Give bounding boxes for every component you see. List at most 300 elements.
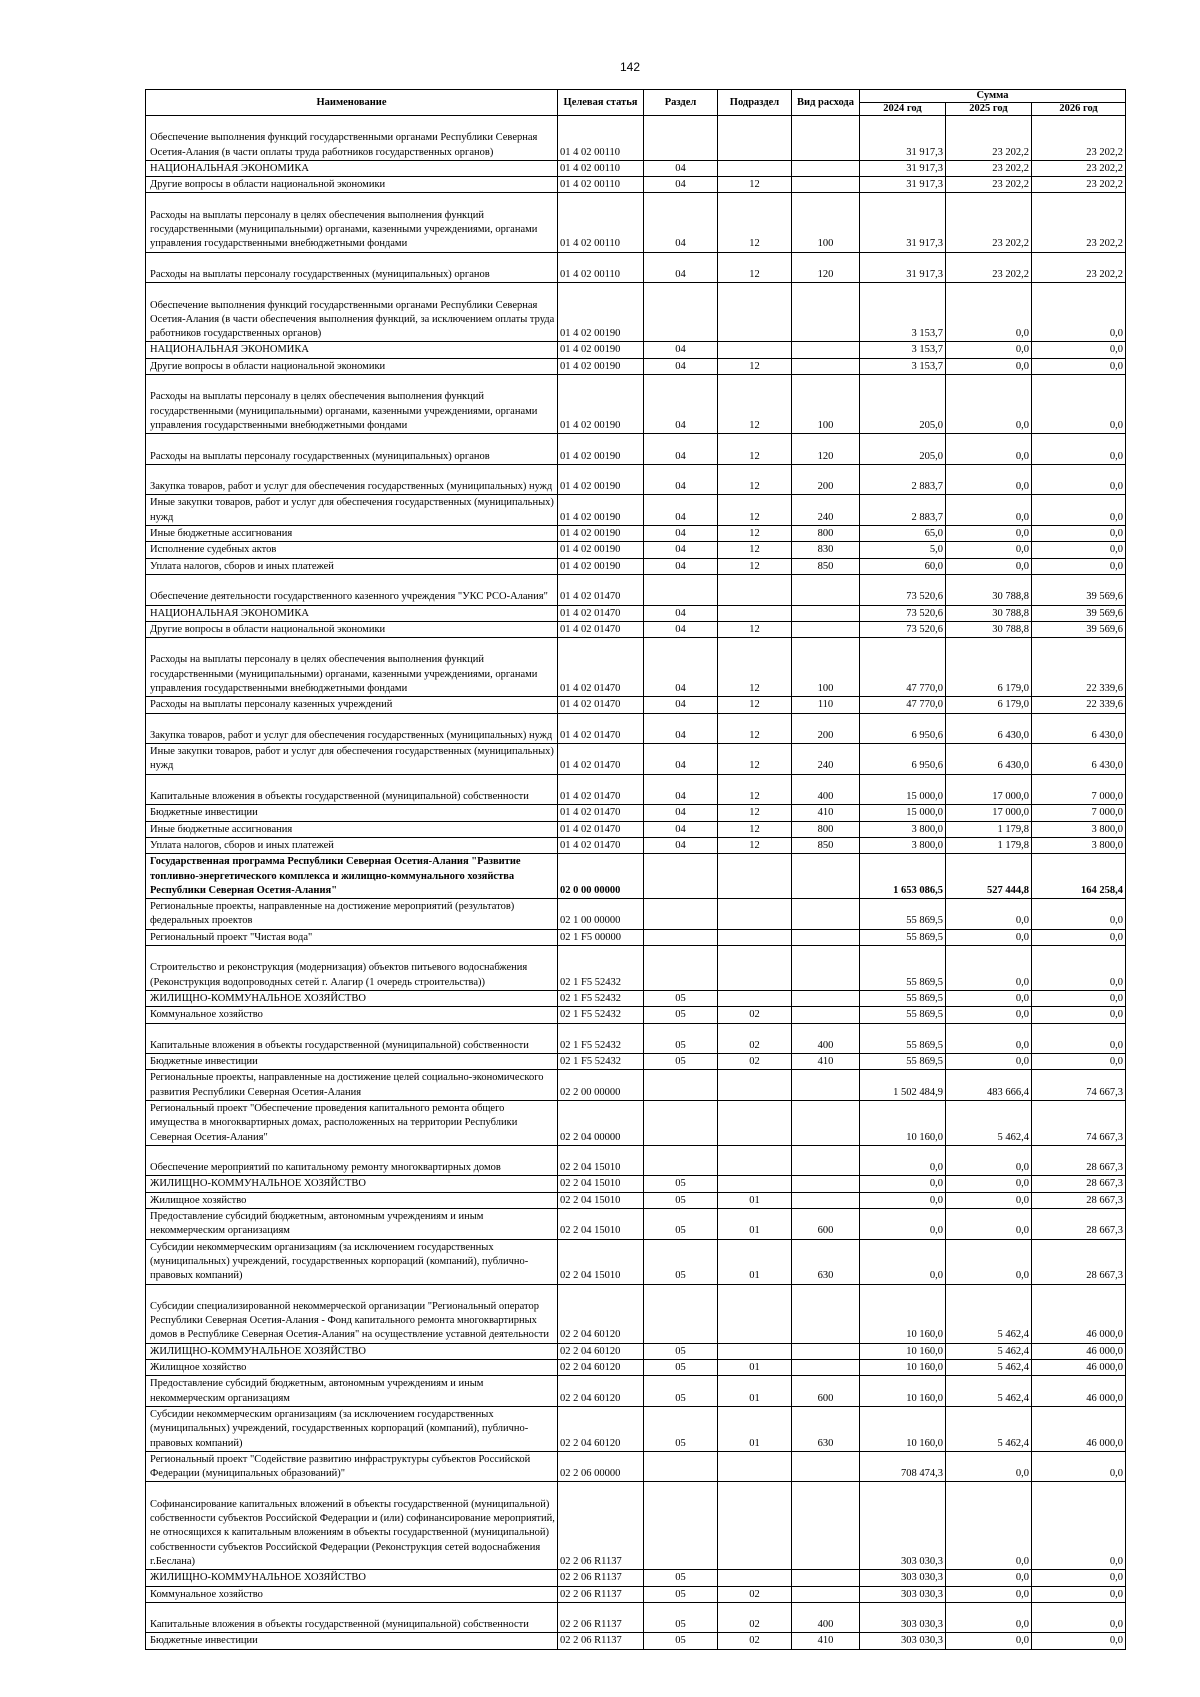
row-name: Расходы на выплаты персоналу в целях обеспечения выполнения функций государственными (муниципальными) органами, казенными учреждениями, органами управления государственными внебюджетными фондами bbox=[146, 193, 558, 252]
row-sum-2024: 6 950,6 bbox=[860, 744, 946, 775]
row-section: 04 bbox=[644, 434, 718, 465]
table-row bbox=[146, 1054, 1126, 1070]
row-sum-2026: 0,0 bbox=[1032, 1570, 1126, 1586]
row-target-code: 01 4 02 01470 bbox=[558, 713, 644, 744]
row-subsection bbox=[718, 1451, 792, 1482]
row-target-code: 01 4 02 01470 bbox=[558, 837, 644, 853]
row-section: 04 bbox=[644, 342, 718, 358]
row-name: Закупка товаров, работ и услуг для обеспечения государственных (муниципальных) нужд bbox=[146, 713, 558, 744]
row-name: Иные закупки товаров, работ и услуг для обеспечения государственных (муниципальных) нужд bbox=[146, 744, 558, 775]
row-sum-2024: 31 917,3 bbox=[860, 177, 946, 193]
row-target-code: 01 4 02 00190 bbox=[558, 434, 644, 465]
row-name: Субсидии некоммерческим организациям (за исключением государственных (муниципальных) учреждений, государственных корпораций (компаний), публично-правовых компаний) bbox=[146, 1406, 558, 1451]
row-section bbox=[644, 1482, 718, 1570]
budget-table bbox=[145, 89, 1126, 1650]
row-subsection bbox=[718, 342, 792, 358]
table-row bbox=[146, 713, 1126, 744]
row-subsection bbox=[718, 116, 792, 161]
row-sum-2024: 15 000,0 bbox=[860, 774, 946, 805]
row-name: Региональный проект "Чистая вода" bbox=[146, 929, 558, 945]
row-expense-type: 100 bbox=[792, 638, 860, 697]
row-target-code: 01 4 02 01470 bbox=[558, 605, 644, 621]
table-row bbox=[146, 495, 1126, 526]
row-sum-2026: 7 000,0 bbox=[1032, 805, 1126, 821]
row-target-code: 02 1 F5 52432 bbox=[558, 1007, 644, 1023]
row-sum-2024: 10 160,0 bbox=[860, 1284, 946, 1343]
row-sum-2024: 2 883,7 bbox=[860, 464, 946, 495]
row-sum-2024: 31 917,3 bbox=[860, 160, 946, 176]
row-subsection: 02 bbox=[718, 1633, 792, 1649]
row-target-code: 02 2 06 R1137 bbox=[558, 1602, 644, 1633]
row-section bbox=[644, 574, 718, 605]
row-sum-2026: 0,0 bbox=[1032, 342, 1126, 358]
row-expense-type bbox=[792, 1586, 860, 1602]
row-sum-2025: 0,0 bbox=[946, 558, 1032, 574]
row-expense-type: 100 bbox=[792, 375, 860, 434]
row-name: Предоставление субсидий бюджетным, автономным учреждениям и иным некоммерческим организациям bbox=[146, 1209, 558, 1240]
row-target-code: 01 4 02 00190 bbox=[558, 375, 644, 434]
row-section bbox=[644, 283, 718, 342]
row-target-code: 01 4 02 01470 bbox=[558, 638, 644, 697]
row-name: ЖИЛИЩНО-КОММУНАЛЬНОЕ ХОЗЯЙСТВО bbox=[146, 1570, 558, 1586]
row-sum-2026: 0,0 bbox=[1032, 1602, 1126, 1633]
row-sum-2026: 46 000,0 bbox=[1032, 1360, 1126, 1376]
page-number: 142 bbox=[619, 60, 641, 74]
row-expense-type bbox=[792, 605, 860, 621]
row-sum-2024: 55 869,5 bbox=[860, 1054, 946, 1070]
row-expense-type bbox=[792, 342, 860, 358]
row-section bbox=[644, 1451, 718, 1482]
row-section bbox=[644, 929, 718, 945]
row-section: 04 bbox=[644, 805, 718, 821]
row-expense-type bbox=[792, 574, 860, 605]
row-subsection bbox=[718, 605, 792, 621]
row-section: 05 bbox=[644, 1023, 718, 1054]
row-target-code: 02 2 06 R1137 bbox=[558, 1570, 644, 1586]
row-sum-2025: 0,0 bbox=[946, 1209, 1032, 1240]
row-expense-type: 400 bbox=[792, 774, 860, 805]
table-row bbox=[146, 1633, 1126, 1649]
table-row bbox=[146, 193, 1126, 252]
row-subsection bbox=[718, 929, 792, 945]
row-sum-2026: 0,0 bbox=[1032, 558, 1126, 574]
row-target-code: 01 4 02 00190 bbox=[558, 558, 644, 574]
row-sum-2025: 5 462,4 bbox=[946, 1376, 1032, 1407]
row-section: 05 bbox=[644, 1360, 718, 1376]
row-sum-2024: 47 770,0 bbox=[860, 697, 946, 713]
row-sum-2024: 55 869,5 bbox=[860, 1007, 946, 1023]
row-sum-2026: 22 339,6 bbox=[1032, 638, 1126, 697]
row-target-code: 02 1 F5 52432 bbox=[558, 1054, 644, 1070]
row-sum-2026: 0,0 bbox=[1032, 1633, 1126, 1649]
row-subsection: 12 bbox=[718, 558, 792, 574]
row-expense-type bbox=[792, 1070, 860, 1101]
row-subsection: 12 bbox=[718, 821, 792, 837]
row-name: Предоставление субсидий бюджетным, автономным учреждениям и иным некоммерческим организациям bbox=[146, 1376, 558, 1407]
row-sum-2026: 0,0 bbox=[1032, 1451, 1126, 1482]
row-sum-2026: 0,0 bbox=[1032, 1007, 1126, 1023]
row-section bbox=[644, 946, 718, 991]
table-row bbox=[146, 638, 1126, 697]
table-row bbox=[146, 160, 1126, 176]
row-sum-2024: 303 030,3 bbox=[860, 1633, 946, 1649]
row-name: Расходы на выплаты персоналу государственных (муниципальных) органов bbox=[146, 434, 558, 465]
row-name: Капитальные вложения в объекты государственной (муниципальной) собственности bbox=[146, 1602, 558, 1633]
table-body bbox=[146, 116, 1126, 1650]
header-year-2025: 2025 год bbox=[946, 103, 1032, 116]
row-sum-2025: 0,0 bbox=[946, 929, 1032, 945]
row-sum-2025: 6 430,0 bbox=[946, 744, 1032, 775]
row-section: 05 bbox=[644, 1239, 718, 1284]
row-name: Жилищное хозяйство bbox=[146, 1192, 558, 1208]
row-target-code: 01 4 02 01470 bbox=[558, 774, 644, 805]
row-expense-type bbox=[792, 177, 860, 193]
row-section: 04 bbox=[644, 638, 718, 697]
row-name: Субсидии некоммерческим организациям (за исключением государственных (муниципальных) учреждений, государственных корпораций (компаний), публично-правовых компаний) bbox=[146, 1239, 558, 1284]
row-target-code: 02 1 00 00000 bbox=[558, 899, 644, 930]
table-row bbox=[146, 1586, 1126, 1602]
row-sum-2026: 0,0 bbox=[1032, 1023, 1126, 1054]
row-subsection bbox=[718, 899, 792, 930]
table-row bbox=[146, 697, 1126, 713]
row-expense-type bbox=[792, 358, 860, 374]
table-row bbox=[146, 605, 1126, 621]
row-sum-2025: 0,0 bbox=[946, 495, 1032, 526]
row-name: Обеспечение выполнения функций государственными органами Республики Северная Осетия-Алания (в части обеспечения выполнения функций, за исключением оплаты труда работников государственных органов) bbox=[146, 283, 558, 342]
row-target-code: 02 2 06 00000 bbox=[558, 1451, 644, 1482]
row-sum-2025: 6 430,0 bbox=[946, 713, 1032, 744]
row-sum-2025: 0,0 bbox=[946, 434, 1032, 465]
row-sum-2025: 17 000,0 bbox=[946, 774, 1032, 805]
row-sum-2024: 0,0 bbox=[860, 1209, 946, 1240]
row-section: 05 bbox=[644, 1406, 718, 1451]
row-expense-type: 400 bbox=[792, 1602, 860, 1633]
row-expense-type: 240 bbox=[792, 744, 860, 775]
row-sum-2025: 0,0 bbox=[946, 1239, 1032, 1284]
row-sum-2026: 0,0 bbox=[1032, 899, 1126, 930]
row-expense-type: 800 bbox=[792, 526, 860, 542]
row-subsection: 12 bbox=[718, 252, 792, 283]
table-row bbox=[146, 574, 1126, 605]
row-expense-type bbox=[792, 283, 860, 342]
row-expense-type: 410 bbox=[792, 805, 860, 821]
row-section: 04 bbox=[644, 774, 718, 805]
row-target-code: 01 4 02 00190 bbox=[558, 542, 644, 558]
row-sum-2024: 55 869,5 bbox=[860, 990, 946, 1006]
row-sum-2026: 39 569,6 bbox=[1032, 621, 1126, 637]
row-subsection: 02 bbox=[718, 1602, 792, 1633]
table-row bbox=[146, 899, 1126, 930]
row-expense-type bbox=[792, 1570, 860, 1586]
row-name: Капитальные вложения в объекты государственной (муниципальной) собственности bbox=[146, 1023, 558, 1054]
row-subsection bbox=[718, 1145, 792, 1176]
row-sum-2025: 23 202,2 bbox=[946, 177, 1032, 193]
row-target-code: 01 4 02 00110 bbox=[558, 177, 644, 193]
row-sum-2025: 0,0 bbox=[946, 1602, 1032, 1633]
row-expense-type: 200 bbox=[792, 464, 860, 495]
row-sum-2025: 0,0 bbox=[946, 1633, 1032, 1649]
row-subsection bbox=[718, 1284, 792, 1343]
row-sum-2025: 0,0 bbox=[946, 283, 1032, 342]
row-subsection: 12 bbox=[718, 526, 792, 542]
header-expense-type: Вид расхода bbox=[792, 90, 860, 116]
row-target-code: 01 4 02 01470 bbox=[558, 697, 644, 713]
row-sum-2024: 73 520,6 bbox=[860, 574, 946, 605]
table-row bbox=[146, 542, 1126, 558]
row-target-code: 01 4 02 01470 bbox=[558, 621, 644, 637]
row-expense-type: 200 bbox=[792, 713, 860, 744]
row-sum-2024: 1 502 484,9 bbox=[860, 1070, 946, 1101]
row-expense-type bbox=[792, 1360, 860, 1376]
row-target-code: 01 4 02 00190 bbox=[558, 526, 644, 542]
row-sum-2025: 23 202,2 bbox=[946, 116, 1032, 161]
row-subsection: 01 bbox=[718, 1406, 792, 1451]
row-expense-type bbox=[792, 621, 860, 637]
row-sum-2024: 205,0 bbox=[860, 375, 946, 434]
row-subsection bbox=[718, 854, 792, 899]
row-section: 04 bbox=[644, 605, 718, 621]
row-target-code: 01 4 02 00190 bbox=[558, 358, 644, 374]
row-target-code: 02 2 04 60120 bbox=[558, 1376, 644, 1407]
row-target-code: 02 1 F5 00000 bbox=[558, 929, 644, 945]
row-target-code: 02 2 04 60120 bbox=[558, 1343, 644, 1359]
row-section bbox=[644, 1284, 718, 1343]
row-sum-2025: 0,0 bbox=[946, 1451, 1032, 1482]
row-section: 05 bbox=[644, 1209, 718, 1240]
row-sum-2024: 3 153,7 bbox=[860, 342, 946, 358]
table-row bbox=[146, 1284, 1126, 1343]
row-sum-2025: 0,0 bbox=[946, 899, 1032, 930]
row-sum-2024: 15 000,0 bbox=[860, 805, 946, 821]
row-target-code: 01 4 02 01470 bbox=[558, 574, 644, 605]
row-name: Региональный проект "Обеспечение проведения капитального ремонта общего имущества в многоквартирных домах, расположенных на территории Республики Северная Осетия-Алания" bbox=[146, 1101, 558, 1146]
row-subsection bbox=[718, 1570, 792, 1586]
row-section bbox=[644, 1070, 718, 1101]
row-sum-2025: 0,0 bbox=[946, 1023, 1032, 1054]
table-row bbox=[146, 1192, 1126, 1208]
row-name: Другие вопросы в области национальной экономики bbox=[146, 358, 558, 374]
row-sum-2024: 55 869,5 bbox=[860, 1023, 946, 1054]
row-sum-2024: 10 160,0 bbox=[860, 1376, 946, 1407]
row-section: 04 bbox=[644, 526, 718, 542]
row-sum-2024: 205,0 bbox=[860, 434, 946, 465]
header-year-2024: 2024 год bbox=[860, 103, 946, 116]
row-sum-2026: 28 667,3 bbox=[1032, 1145, 1126, 1176]
row-subsection: 12 bbox=[718, 434, 792, 465]
row-subsection: 01 bbox=[718, 1209, 792, 1240]
row-sum-2025: 5 462,4 bbox=[946, 1360, 1032, 1376]
row-section: 04 bbox=[644, 621, 718, 637]
row-section: 04 bbox=[644, 177, 718, 193]
row-subsection: 12 bbox=[718, 638, 792, 697]
row-name: Коммунальное хозяйство bbox=[146, 1007, 558, 1023]
row-sum-2024: 73 520,6 bbox=[860, 621, 946, 637]
row-expense-type: 120 bbox=[792, 252, 860, 283]
row-sum-2026: 23 202,2 bbox=[1032, 160, 1126, 176]
row-sum-2026: 164 258,4 bbox=[1032, 854, 1126, 899]
row-subsection: 12 bbox=[718, 621, 792, 637]
row-target-code: 02 2 04 60120 bbox=[558, 1360, 644, 1376]
row-sum-2024: 10 160,0 bbox=[860, 1343, 946, 1359]
row-sum-2024: 3 800,0 bbox=[860, 837, 946, 853]
row-section: 05 bbox=[644, 1586, 718, 1602]
header-sum: Сумма bbox=[860, 90, 1126, 103]
row-name: Строительство и реконструкция (модернизация) объектов питьевого водоснабжения (Реконструкция водопроводных сетей г. Алагир (1 очередь строительства)) bbox=[146, 946, 558, 991]
table-row bbox=[146, 375, 1126, 434]
row-sum-2025: 6 179,0 bbox=[946, 697, 1032, 713]
row-expense-type bbox=[792, 1007, 860, 1023]
row-subsection: 12 bbox=[718, 193, 792, 252]
row-subsection: 12 bbox=[718, 177, 792, 193]
row-subsection: 12 bbox=[718, 542, 792, 558]
row-expense-type: 850 bbox=[792, 558, 860, 574]
row-sum-2025: 0,0 bbox=[946, 464, 1032, 495]
row-subsection: 12 bbox=[718, 744, 792, 775]
row-expense-type: 410 bbox=[792, 1633, 860, 1649]
row-target-code: 01 4 02 01470 bbox=[558, 805, 644, 821]
row-sum-2024: 3 800,0 bbox=[860, 821, 946, 837]
row-sum-2026: 6 430,0 bbox=[1032, 713, 1126, 744]
row-sum-2025: 0,0 bbox=[946, 1570, 1032, 1586]
row-sum-2024: 1 653 086,5 bbox=[860, 854, 946, 899]
row-expense-type bbox=[792, 854, 860, 899]
row-sum-2026: 3 800,0 bbox=[1032, 821, 1126, 837]
row-target-code: 02 2 06 R1137 bbox=[558, 1633, 644, 1649]
row-expense-type bbox=[792, 1101, 860, 1146]
row-sum-2025: 0,0 bbox=[946, 375, 1032, 434]
row-name: Бюджетные инвестиции bbox=[146, 805, 558, 821]
row-section: 04 bbox=[644, 464, 718, 495]
row-target-code: 01 4 02 00110 bbox=[558, 160, 644, 176]
row-expense-type: 110 bbox=[792, 697, 860, 713]
table-row bbox=[146, 177, 1126, 193]
row-name: НАЦИОНАЛЬНАЯ ЭКОНОМИКА bbox=[146, 342, 558, 358]
table-row bbox=[146, 1176, 1126, 1192]
row-expense-type: 400 bbox=[792, 1023, 860, 1054]
row-sum-2025: 0,0 bbox=[946, 1007, 1032, 1023]
row-sum-2025: 5 462,4 bbox=[946, 1284, 1032, 1343]
row-subsection: 12 bbox=[718, 495, 792, 526]
row-sum-2024: 47 770,0 bbox=[860, 638, 946, 697]
row-sum-2026: 0,0 bbox=[1032, 495, 1126, 526]
row-sum-2026: 0,0 bbox=[1032, 1586, 1126, 1602]
row-subsection bbox=[718, 990, 792, 1006]
row-expense-type bbox=[792, 990, 860, 1006]
row-expense-type bbox=[792, 1145, 860, 1176]
row-name: Иные бюджетные ассигнования bbox=[146, 821, 558, 837]
row-target-code: 01 4 02 00190 bbox=[558, 495, 644, 526]
row-subsection: 12 bbox=[718, 837, 792, 853]
row-sum-2026: 0,0 bbox=[1032, 464, 1126, 495]
table-row bbox=[146, 1451, 1126, 1482]
row-target-code: 01 4 02 00190 bbox=[558, 283, 644, 342]
row-sum-2025: 0,0 bbox=[946, 1054, 1032, 1070]
table-row bbox=[146, 1376, 1126, 1407]
row-subsection: 02 bbox=[718, 1054, 792, 1070]
row-sum-2025: 6 179,0 bbox=[946, 638, 1032, 697]
row-expense-type bbox=[792, 1176, 860, 1192]
row-section: 05 bbox=[644, 1633, 718, 1649]
header-section: Раздел bbox=[644, 90, 718, 116]
row-subsection: 12 bbox=[718, 358, 792, 374]
row-section: 04 bbox=[644, 495, 718, 526]
row-sum-2024: 303 030,3 bbox=[860, 1586, 946, 1602]
row-name: Бюджетные инвестиции bbox=[146, 1054, 558, 1070]
table-row bbox=[146, 1360, 1126, 1376]
row-subsection bbox=[718, 160, 792, 176]
row-name: Жилищное хозяйство bbox=[146, 1360, 558, 1376]
row-subsection: 12 bbox=[718, 713, 792, 744]
row-section: 04 bbox=[644, 252, 718, 283]
table-row bbox=[146, 821, 1126, 837]
row-sum-2025: 0,0 bbox=[946, 526, 1032, 542]
row-sum-2025: 23 202,2 bbox=[946, 160, 1032, 176]
row-name: Субсидии специализированной некоммерческой организации "Региональный оператор Республики Северная Осетия-Алания - Фонд капитального ремонта многоквартирных домов в Республике Северная Осетия-Алания" на осуществление уставной деятельности bbox=[146, 1284, 558, 1343]
row-sum-2024: 0,0 bbox=[860, 1239, 946, 1284]
row-subsection bbox=[718, 1101, 792, 1146]
row-expense-type bbox=[792, 899, 860, 930]
row-subsection bbox=[718, 574, 792, 605]
table-row bbox=[146, 990, 1126, 1006]
row-name: Региональные проекты, направленные на достижение мероприятий (результатов) федеральных проектов bbox=[146, 899, 558, 930]
row-sum-2025: 1 179,8 bbox=[946, 821, 1032, 837]
row-section: 05 bbox=[644, 1570, 718, 1586]
row-target-code: 02 2 04 15010 bbox=[558, 1176, 644, 1192]
table-row bbox=[146, 1343, 1126, 1359]
row-sum-2025: 0,0 bbox=[946, 1586, 1032, 1602]
row-name: Обеспечение мероприятий по капитальному ремонту многоквартирных домов bbox=[146, 1145, 558, 1176]
row-target-code: 02 2 04 00000 bbox=[558, 1101, 644, 1146]
row-subsection: 01 bbox=[718, 1376, 792, 1407]
row-expense-type: 120 bbox=[792, 434, 860, 465]
row-sum-2026: 23 202,2 bbox=[1032, 252, 1126, 283]
row-target-code: 01 4 02 00110 bbox=[558, 193, 644, 252]
row-sum-2025: 0,0 bbox=[946, 1145, 1032, 1176]
row-target-code: 02 0 00 00000 bbox=[558, 854, 644, 899]
row-subsection: 12 bbox=[718, 697, 792, 713]
row-sum-2025: 0,0 bbox=[946, 1482, 1032, 1570]
table-row bbox=[146, 1406, 1126, 1451]
row-sum-2024: 55 869,5 bbox=[860, 899, 946, 930]
row-sum-2026: 0,0 bbox=[1032, 375, 1126, 434]
table-row bbox=[146, 1602, 1126, 1633]
row-target-code: 01 4 02 01470 bbox=[558, 744, 644, 775]
row-section bbox=[644, 1145, 718, 1176]
row-sum-2026: 39 569,6 bbox=[1032, 605, 1126, 621]
row-sum-2024: 3 153,7 bbox=[860, 283, 946, 342]
row-section: 05 bbox=[644, 990, 718, 1006]
row-target-code: 02 2 04 60120 bbox=[558, 1284, 644, 1343]
row-subsection: 01 bbox=[718, 1239, 792, 1284]
row-sum-2025: 0,0 bbox=[946, 542, 1032, 558]
table-row bbox=[146, 854, 1126, 899]
table-row bbox=[146, 1023, 1126, 1054]
row-section: 05 bbox=[644, 1602, 718, 1633]
table-row bbox=[146, 558, 1126, 574]
row-sum-2026: 28 667,3 bbox=[1032, 1209, 1126, 1240]
row-section: 04 bbox=[644, 713, 718, 744]
table-row bbox=[146, 1070, 1126, 1101]
table-row bbox=[146, 621, 1126, 637]
row-sum-2026: 7 000,0 bbox=[1032, 774, 1126, 805]
row-subsection bbox=[718, 1070, 792, 1101]
row-name: ЖИЛИЩНО-КОММУНАЛЬНОЕ ХОЗЯЙСТВО bbox=[146, 990, 558, 1006]
row-sum-2024: 10 160,0 bbox=[860, 1101, 946, 1146]
row-sum-2024: 31 917,3 bbox=[860, 252, 946, 283]
row-sum-2024: 0,0 bbox=[860, 1176, 946, 1192]
row-name: Другие вопросы в области национальной экономики bbox=[146, 177, 558, 193]
row-sum-2026: 74 667,3 bbox=[1032, 1070, 1126, 1101]
